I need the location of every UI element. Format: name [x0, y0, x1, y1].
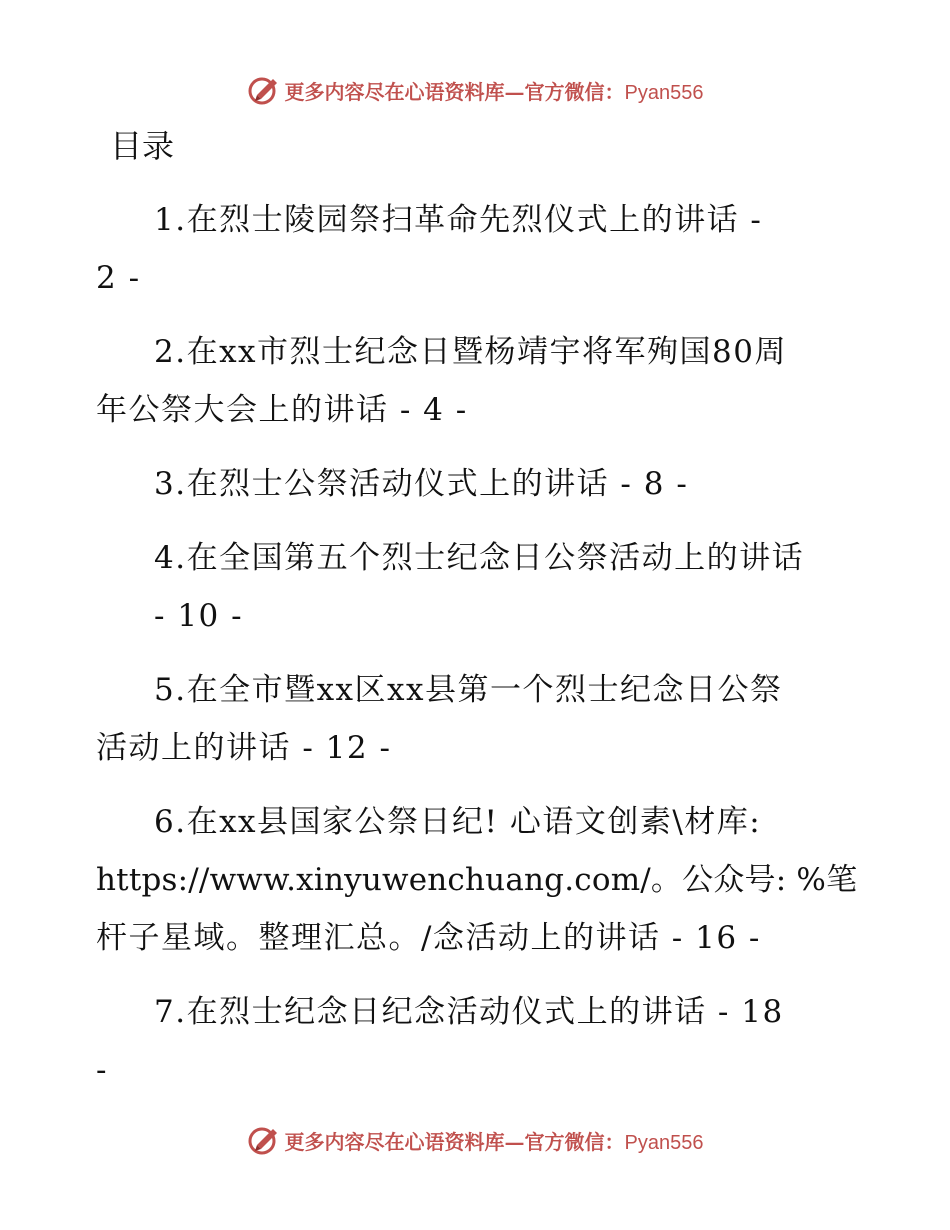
- pen-logo-icon: [247, 73, 281, 107]
- footer-banner: [0, 1118, 950, 1162]
- toc-entry-2-line-1[interactable]: 2.在xx市烈士纪念日暨杨靖宇将军殉国80周: [154, 334, 787, 370]
- wechat-id: Pyan556: [624, 1131, 704, 1154]
- banner-text: 更多内容尽在心语资料库—官方微信：Pyan556: [284, 1129, 704, 1154]
- header-banner: [0, 68, 950, 112]
- toc-title: 目录: [110, 127, 175, 165]
- toc-entry-4-line-1[interactable]: 4.在全国第五个烈士纪念日公祭活动上的讲话: [154, 540, 805, 576]
- toc-entry-6-line-1[interactable]: 6.在xx县国家公祭日纪! 心语文创素\材库:: [154, 804, 762, 840]
- toc-entry-6-line-2[interactable]: https://www.xinyuwenchuang.com/。公众号: %笔: [96, 862, 858, 898]
- toc-entry-2-line-2[interactable]: 年公祭大会上的讲话 - 4 -: [96, 392, 468, 428]
- toc-entry-7-line-1[interactable]: 7.在烈士纪念日纪念活动仪式上的讲话 - 18: [154, 994, 784, 1030]
- toc-entry-7-line-2[interactable]: -: [96, 1052, 108, 1088]
- toc-entry-4-line-2[interactable]: - 10 -: [154, 598, 244, 634]
- banner-text: 更多内容尽在心语资料库—官方微信：Pyan556: [284, 79, 704, 104]
- toc-entry-3-line-1[interactable]: 3.在烈士公祭活动仪式上的讲话 - 8 -: [154, 466, 689, 502]
- toc-entry-1-line-2[interactable]: 2 -: [96, 260, 141, 296]
- toc-entry-5-line-2[interactable]: 活动上的讲话 - 12 -: [96, 730, 392, 766]
- toc-entry-5-line-1[interactable]: 5.在全市暨xx区xx县第一个烈士纪念日公祭: [154, 672, 783, 708]
- wechat-id: Pyan556: [624, 81, 704, 104]
- toc-entry-1-line-1[interactable]: 1.在烈士陵园祭扫革命先烈仪式上的讲话 -: [154, 202, 763, 238]
- pen-logo-icon: [247, 1123, 281, 1157]
- toc-entry-6-line-3[interactable]: 杆子星域。整理汇总。/念活动上的讲话 - 16 -: [96, 920, 761, 956]
